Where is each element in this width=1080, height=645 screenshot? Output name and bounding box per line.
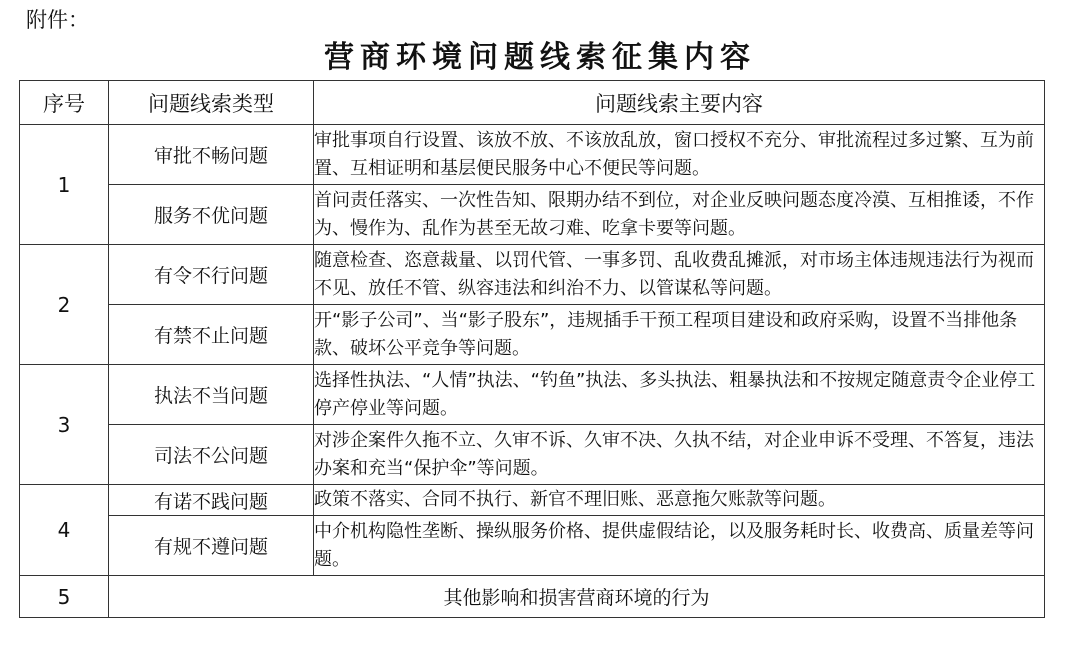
- row-number: 1: [20, 125, 109, 245]
- row-number: 2: [20, 245, 109, 365]
- table-row: [20, 125, 1045, 185]
- clue-content: 首问责任落实、一次性告知、限期办结不到位，对企业反映问题态度冷漠、互相推诿，不作为、慢作为、乱作为甚至无故刁难、吃拿卡要等问题。: [314, 185, 1045, 245]
- clue-type: 审批不畅问题: [109, 125, 314, 185]
- clue-type: 有诺不践问题: [109, 485, 314, 516]
- clue-content: 政策不落实、合同不执行、新官不理旧账、恶意拖欠账款等问题。: [314, 485, 1045, 516]
- table-row: [20, 425, 1045, 485]
- clue-type: 有规不遵问题: [109, 516, 314, 576]
- clue-type: 执法不当问题: [109, 365, 314, 425]
- clue-content: 中介机构隐性垄断、操纵服务价格、提供虚假结论，以及服务耗时长、收费高、质量差等问题。: [314, 516, 1045, 576]
- clue-content: 审批事项自行设置、该放不放、不该放乱放，窗口授权不充分、审批流程过多过繁、互为前置、互相证明和基层便民服务中心不便民等问题。: [314, 125, 1045, 185]
- table-row: [20, 516, 1045, 576]
- clue-type: 有禁不止问题: [109, 305, 314, 365]
- column-header-content: 问题线索主要内容: [314, 81, 1045, 125]
- clue-content: 其他影响和损害营商环境的行为: [109, 576, 1045, 618]
- table-row: [20, 576, 1045, 618]
- clue-type: 有令不行问题: [109, 245, 314, 305]
- table-row: [20, 245, 1045, 305]
- clue-type: 服务不优问题: [109, 185, 314, 245]
- table-header-row: [20, 81, 1045, 125]
- document-title: 营商环境问题线索征集内容: [324, 40, 756, 75]
- clue-content: 开“影子公司”、当“影子股东”，违规插手干预工程项目建设和政府采购，设置不当排他条款、破坏公平竞争等问题。: [314, 305, 1045, 365]
- table-row: [20, 485, 1045, 516]
- row-number: 3: [20, 365, 109, 485]
- table-row: [20, 185, 1045, 245]
- table-row: [20, 305, 1045, 365]
- attachment-label: 附件：: [26, 8, 89, 32]
- column-header-type: 问题线索类型: [109, 81, 314, 125]
- clue-table: [19, 80, 1045, 618]
- clue-content: 随意检查、恣意裁量、以罚代管、一事多罚、乱收费乱摊派，对市场主体违规违法行为视而不见、放任不管、纵容违法和纠治不力、以管谋私等问题。: [314, 245, 1045, 305]
- clue-content: 选择性执法、“人情”执法、“钓鱼”执法、多头执法、粗暴执法和不按规定随意责令企业停工停产停业等问题。: [314, 365, 1045, 425]
- row-number: 5: [20, 576, 109, 618]
- clue-type: 司法不公问题: [109, 425, 314, 485]
- table-row: [20, 365, 1045, 425]
- clue-content: 对涉企案件久拖不立、久审不诉、久审不决、久执不结，对企业申诉不受理、不答复，违法办案和充当“保护伞”等问题。: [314, 425, 1045, 485]
- column-header-number: 序号: [20, 81, 109, 125]
- row-number: 4: [20, 485, 109, 576]
